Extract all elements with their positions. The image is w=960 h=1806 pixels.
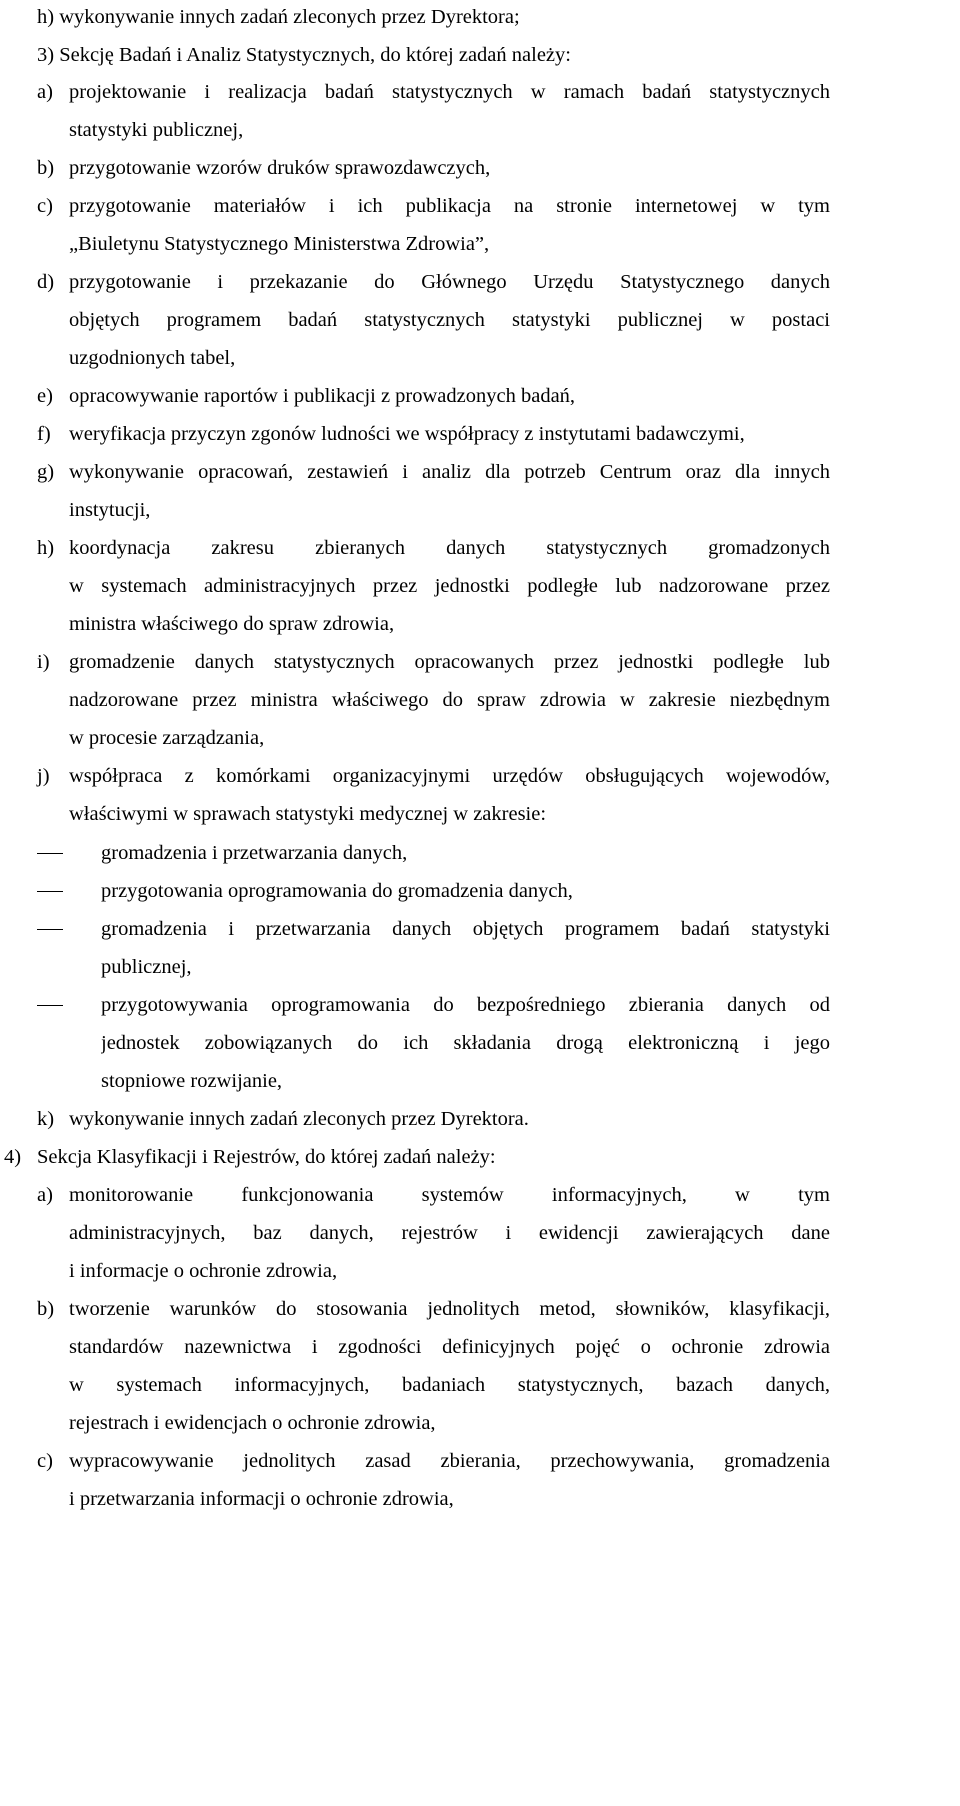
list-item: przygotowanie wzorów druków sprawozdawczych, [69,157,491,179]
list-marker: a) [37,1184,53,1206]
list-marker: d) [37,271,55,293]
list-marker: c) [37,1450,53,1472]
text-line: i przetwarzania informacji o ochronie zdrowia, [69,1488,454,1510]
text-line: właściwymi w sprawach statystyki medycznej w zakresie: [69,803,547,825]
list-item: wykonywanie opracowań, zestawień i analiz dla potrzeb Centrum oraz dla innych [69,461,830,483]
list-marker: g) [37,461,55,483]
list-marker: f) [37,423,51,445]
text-line: w procesie zarządzania, [69,727,265,749]
text-line: objętych programem badań statystycznych statystyki publicznej w postaci [69,309,830,331]
text-line: w systemach informacyjnych, badaniach statystycznych, bazach danych, [69,1374,830,1396]
text-line: i informacje o ochronie zdrowia, [69,1260,338,1282]
list-item: wypracowywanie jednolitych zasad zbierania, przechowywania, gromadzenia [69,1450,830,1472]
text-line: „Biuletynu Statystycznego Ministerstwa Zdrowia”, [69,233,490,255]
text-line: rejestrach i ewidencjach o ochronie zdrowia, [69,1412,436,1434]
list-marker: 4) [4,1146,22,1168]
list-item: opracowywanie raportów i publikacji z prowadzonych badań, [69,385,576,407]
list-item: weryfikacja przyczyn zgonów ludności we współpracy z instytutami badawczymi, [69,423,745,445]
text-line: ministra właściwego do spraw zdrowia, [69,613,395,635]
list-item: przygotowanie i przekazanie do Głównego Urzędu Statystycznego danych [69,271,830,293]
list-marker: b) [37,1298,55,1320]
text-line: stopniowe rozwijanie, [101,1070,283,1092]
list-marker: b) [37,157,55,179]
text-line: publicznej, [101,956,192,978]
list-item: gromadzenia i przetwarzania danych objętych programem badań statystyki [101,918,830,940]
dash-bullet [37,891,63,892]
dash-bullet [37,853,63,854]
text-line: uzgodnionych tabel, [69,347,236,369]
text-line: nadzorowane przez ministra właściwego do spraw zdrowia w zakresie niezbędnym [69,689,830,711]
list-item: monitorowanie funkcjonowania systemów informacyjnych, w tym [69,1184,830,1206]
list-item: przygotowania oprogramowania do gromadzenia danych, [101,880,573,902]
text-line: jednostek zobowiązanych do ich składania drogą elektroniczną i jego [101,1032,830,1054]
section-heading: Sekcja Klasyfikacji i Rejestrów, do której zadań należy: [37,1146,496,1168]
list-item: tworzenie warunków do stosowania jednolitych metod, słowników, klasyfikacji, [69,1298,830,1320]
list-item: wykonywanie innych zadań zleconych przez Dyrektora. [69,1108,529,1130]
text-line: statystyki publicznej, [69,119,244,141]
list-item: przygotowanie materiałów i ich publikacja na stronie internetowej w tym [69,195,830,217]
text-line: h) wykonywanie innych zadań zleconych przez Dyrektora; [37,6,520,28]
list-item: koordynacja zakresu zbieranych danych statystycznych gromadzonych [69,537,830,559]
list-item: projektowanie i realizacja badań statystycznych w ramach badań statystycznych [69,81,830,103]
list-item: gromadzenia i przetwarzania danych, [101,842,408,864]
text-line: w systemach administracyjnych przez jednostki podległe lub nadzorowane przez [69,575,830,597]
dash-bullet [37,929,63,930]
list-item: współpraca z komórkami organizacyjnymi urzędów obsługujących wojewodów, [69,765,830,787]
list-item: gromadzenie danych statystycznych opracowanych przez jednostki podległe lub [69,651,830,673]
section-heading: 3) Sekcję Badań i Analiz Statystycznych, do której zadań należy: [37,44,571,66]
list-marker: i) [37,651,50,673]
dash-bullet [37,1005,63,1006]
list-marker: a) [37,81,53,103]
text-line: standardów nazewnictwa i zgodności definicyjnych pojęć o ochronie zdrowia [69,1336,830,1358]
list-item: przygotowywania oprogramowania do bezpośredniego zbierania danych od [101,994,830,1016]
list-marker: e) [37,385,53,407]
text-line: administracyjnych, baz danych, rejestrów i ewidencji zawierających dane [69,1222,830,1244]
list-marker: h) [37,537,55,559]
list-marker: j) [37,765,50,787]
list-marker: c) [37,195,53,217]
text-line: instytucji, [69,499,151,521]
list-marker: k) [37,1108,55,1130]
